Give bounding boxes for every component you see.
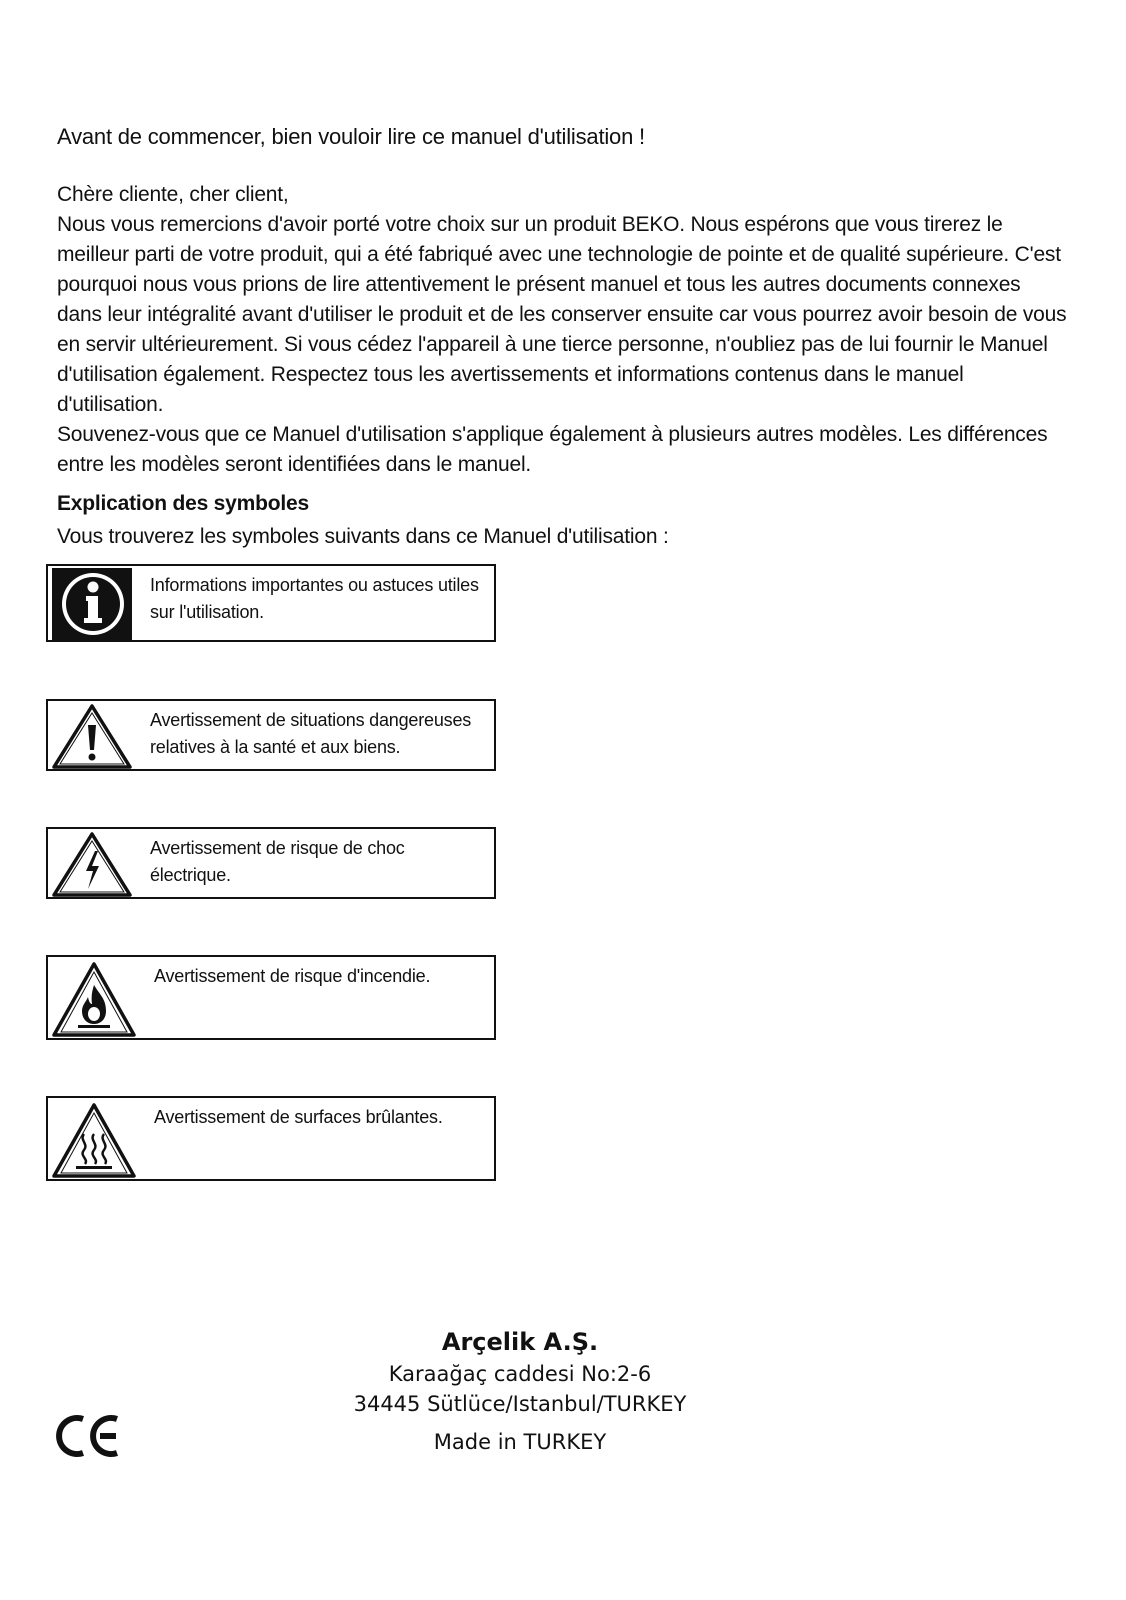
symbol-box-hot-surface bbox=[46, 1096, 496, 1181]
page-heading: Avant de commencer, bien vouloir lire ce manuel d'utilisation ! bbox=[57, 124, 645, 149]
ce-mark-icon bbox=[56, 1413, 122, 1464]
symbol-box-fire bbox=[46, 955, 496, 1040]
symbol-text-info: Informations importantes ou astuces utiles sur l'utilisation. bbox=[150, 575, 479, 622]
symbols-section-intro: Vous trouverez les symboles suivants dans ce Manuel d'utilisation : bbox=[57, 525, 669, 548]
symbol-box-electric bbox=[46, 827, 496, 899]
intro-paragraph: Nous vous remercions d'avoir porté votre choix sur un produit BEKO. Nous espérons que vous tirerez le meilleur parti de votre produit, qui a été fabriqué avec une technologie de pointe et de qualité supérieure. C'est pourquoi nous vous prions de lire attentivement le présent manuel et tous les autres documents connexes dans leur intégralité avant d'utiliser le produit et de les conserver ensuite car vous pourrez avoir besoin de vous en servir ultérieurement. Si vous cédez l'appareil à une tierce personne, n'oubliez pas de lui fournir le Manuel d'utilisation également. Respectez tous les avertissements et informations contenus dans le manuel d'utilisation. bbox=[57, 213, 1067, 416]
info-icon bbox=[52, 568, 132, 645]
fire-icon bbox=[52, 961, 136, 1042]
made-in: Made in TURKEY bbox=[433, 1430, 607, 1454]
symbol-box-warning bbox=[46, 699, 496, 771]
greeting: Chère cliente, cher client, bbox=[57, 183, 289, 206]
symbol-box-info bbox=[46, 564, 496, 642]
warning-icon bbox=[52, 703, 132, 774]
hot-surface-icon bbox=[52, 1102, 136, 1183]
company-name: Arçelik A.Ş. bbox=[441, 1328, 599, 1356]
address-line-1: Karaağaç caddesi No:2-6 bbox=[388, 1362, 652, 1386]
address-line-2: 34445 Sütlüce/Istanbul/TURKEY bbox=[353, 1392, 687, 1416]
symbol-text-fire: Avertissement de risque d'incendie. bbox=[154, 966, 431, 986]
symbol-text-warning: Avertissement de situations dangereuses relatives à la santé et aux biens. bbox=[150, 710, 472, 757]
manufacturer-info bbox=[300, 1325, 740, 1457]
electric-shock-icon bbox=[52, 831, 132, 902]
symbol-text-hot-surface: Avertissement de surfaces brûlantes. bbox=[154, 1107, 443, 1127]
symbol-text-electric: Avertissement de risque de choc électrique. bbox=[150, 838, 405, 885]
models-paragraph: Souvenez-vous que ce Manuel d'utilisation s'applique également à plusieurs autres modèles. Les différences entre les modèles seront identifiées dans le manuel. bbox=[57, 423, 1048, 476]
symbols-section-title: Explication des symboles bbox=[57, 492, 309, 515]
intro-text bbox=[57, 180, 1067, 480]
